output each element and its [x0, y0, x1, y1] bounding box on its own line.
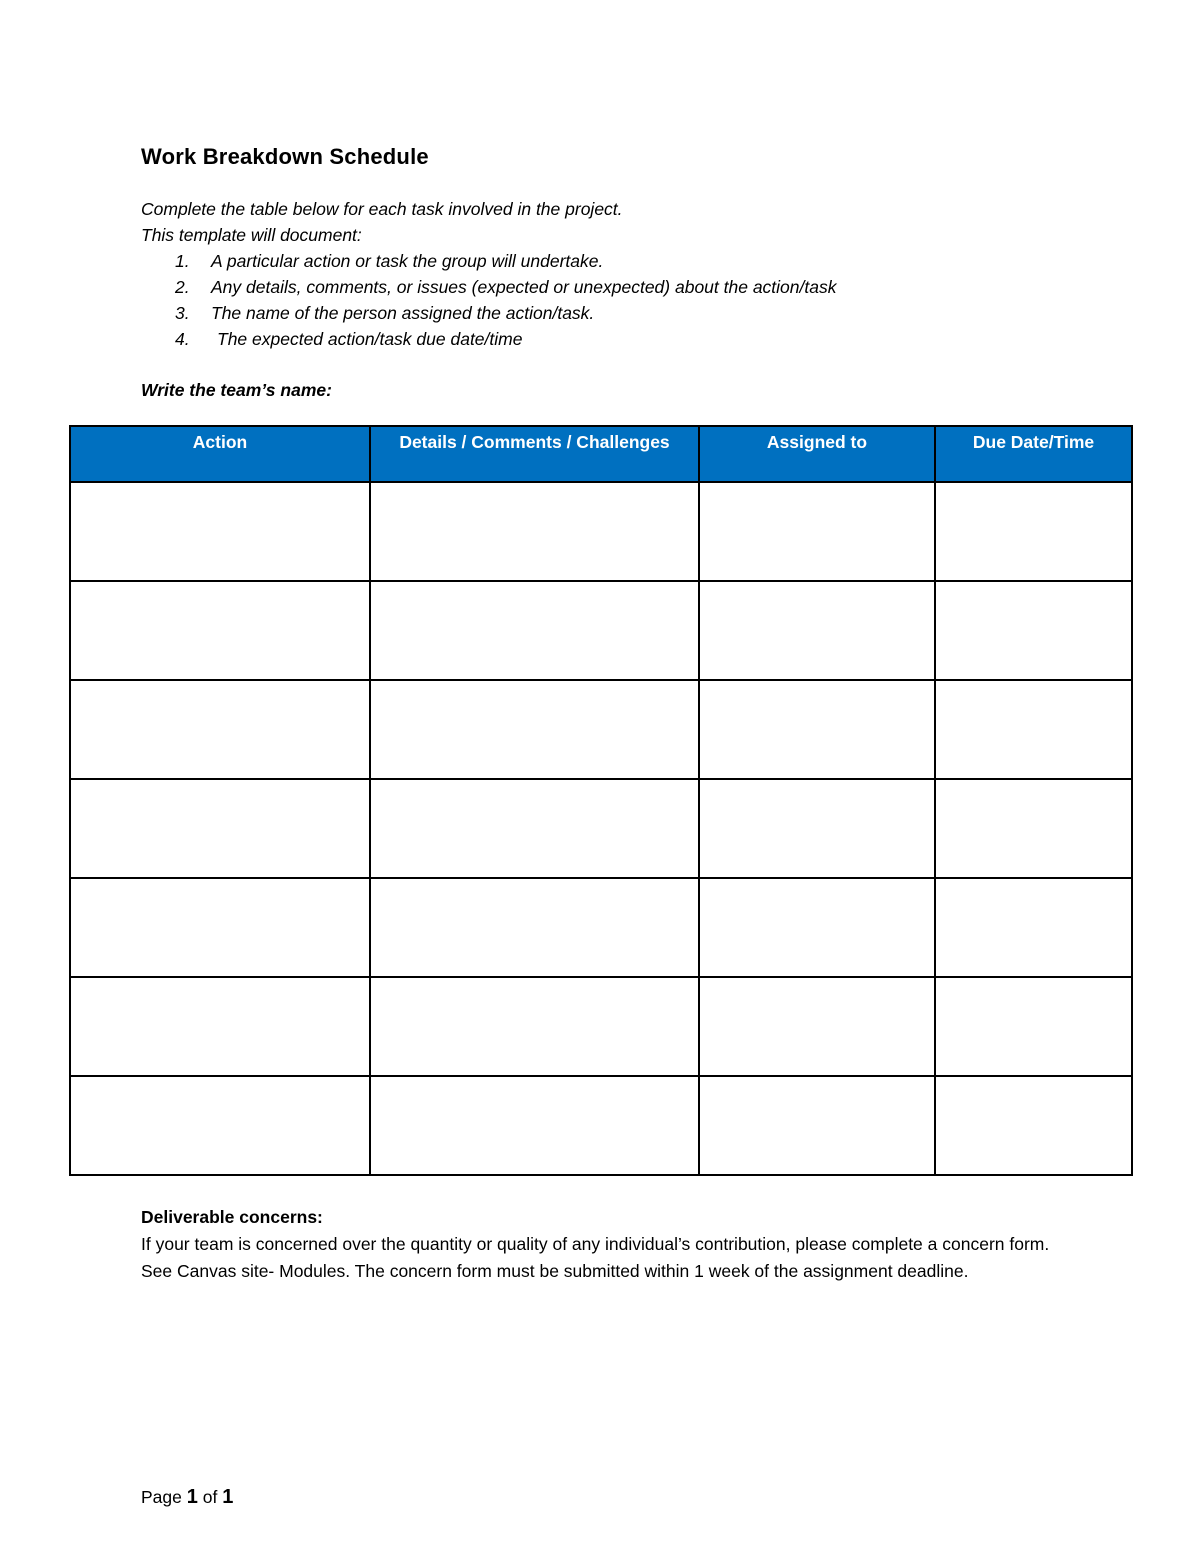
assigned-to-cell[interactable] — [699, 779, 935, 878]
page-word: Page — [141, 1487, 182, 1507]
table-row — [70, 779, 1132, 878]
deliverable-concerns — [141, 1204, 1081, 1285]
list-item-text: Any details, comments, or issues (expected or unexpected) about the action/task — [211, 277, 837, 297]
due-date-cell[interactable] — [935, 581, 1132, 680]
list-item-text: The name of the person assigned the action/task. — [211, 303, 595, 323]
list-item-number: 2. — [175, 277, 190, 297]
list-item — [141, 300, 836, 326]
action-cell[interactable] — [70, 680, 370, 779]
action-cell[interactable] — [70, 878, 370, 977]
of-word: of — [202, 1487, 218, 1507]
table-row — [70, 482, 1132, 581]
list-item — [141, 326, 836, 352]
assigned-to-cell[interactable] — [699, 482, 935, 581]
assigned-to-cell[interactable] — [699, 1076, 935, 1175]
due-date-cell[interactable] — [935, 779, 1132, 878]
table-row — [70, 581, 1132, 680]
column-header-assigned-to: Assigned to — [699, 426, 935, 482]
list-item-number: 3. — [175, 303, 190, 323]
details-cell[interactable] — [370, 779, 699, 878]
page-footer — [141, 1486, 233, 1509]
details-cell[interactable] — [370, 1076, 699, 1175]
deliverable-concerns-label: Deliverable concerns: — [141, 1207, 323, 1227]
deliverable-concerns-text: If your team is concerned over the quantity or quality of any individual’s contribution, please complete a concern form. See Canvas site- Modules. The concern form must be submitted within 1 week of the assignment deadline. — [141, 1234, 1050, 1281]
instruction-line: Complete the table below for each task involved in the project. — [141, 199, 623, 219]
details-cell[interactable] — [370, 581, 699, 680]
instructions — [141, 197, 836, 352]
assigned-to-cell[interactable] — [699, 977, 935, 1076]
list-item — [141, 248, 836, 274]
table-row — [70, 878, 1132, 977]
details-cell[interactable] — [370, 482, 699, 581]
instruction-list — [141, 248, 836, 352]
due-date-cell[interactable] — [935, 680, 1132, 779]
action-cell[interactable] — [70, 977, 370, 1076]
column-header-due-date: Due Date/Time — [935, 426, 1132, 482]
list-item-text: A particular action or task the group will undertake. — [211, 251, 604, 271]
current-page-number: 1 — [186, 1486, 198, 1508]
assigned-to-cell[interactable] — [699, 581, 935, 680]
details-cell[interactable] — [370, 878, 699, 977]
due-date-cell[interactable] — [935, 482, 1132, 581]
page-title: Work Breakdown Schedule — [141, 144, 429, 169]
action-cell[interactable] — [70, 779, 370, 878]
table-row — [70, 680, 1132, 779]
assigned-to-cell[interactable] — [699, 680, 935, 779]
work-breakdown-table — [69, 425, 1133, 1176]
due-date-cell[interactable] — [935, 977, 1132, 1076]
total-pages-number: 1 — [222, 1486, 234, 1508]
table-row — [70, 1076, 1132, 1175]
due-date-cell[interactable] — [935, 1076, 1132, 1175]
assigned-to-cell[interactable] — [699, 878, 935, 977]
action-cell[interactable] — [70, 581, 370, 680]
table-header-row — [70, 426, 1132, 482]
due-date-cell[interactable] — [935, 878, 1132, 977]
list-item-number: 4. — [175, 329, 190, 349]
details-cell[interactable] — [370, 680, 699, 779]
details-cell[interactable] — [370, 977, 699, 1076]
team-name-label: Write the team’s name: — [141, 380, 332, 400]
list-item-number: 1. — [175, 251, 190, 271]
column-header-details: Details / Comments / Challenges — [370, 426, 699, 482]
list-item — [141, 274, 836, 300]
instruction-line: This template will document: — [141, 224, 362, 245]
column-header-action: Action — [70, 426, 370, 482]
action-cell[interactable] — [70, 1076, 370, 1175]
action-cell[interactable] — [70, 482, 370, 581]
list-item-text: The expected action/task due date/time — [217, 329, 523, 349]
table-row — [70, 977, 1132, 1076]
